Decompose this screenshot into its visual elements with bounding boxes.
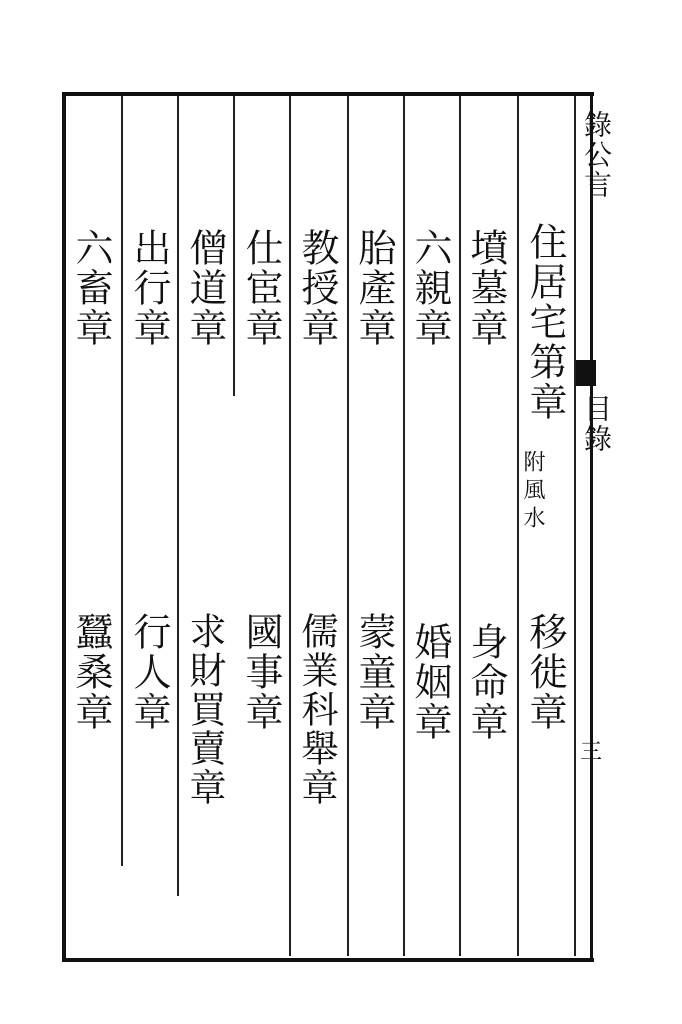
fishtail-mark [576, 360, 596, 386]
column-rule [289, 96, 291, 956]
entry-top: 住居宅第章 [523, 222, 567, 422]
column-rule [177, 96, 179, 896]
entry-bottom: 儒業科舉章 [295, 612, 338, 807]
entry-bottom: 國事章 [239, 612, 283, 732]
column-rule [574, 96, 576, 956]
entry-note: 附風水 [520, 450, 545, 534]
entry-bottom: 行人章 [127, 612, 171, 732]
margin-title: 錄公言 [580, 110, 613, 200]
entry-top: 胎產章 [352, 228, 396, 348]
entry-bottom: 移徙章 [523, 612, 567, 732]
column-rule [459, 96, 461, 956]
entry-top: 教授章 [295, 228, 339, 348]
entry-top: 墳墓章 [464, 228, 508, 348]
frame-top-border [62, 92, 594, 96]
entry-top: 仕宦章 [239, 228, 283, 348]
entry-top: 六畜章 [69, 228, 113, 348]
entry-bottom: 身命章 [464, 622, 508, 742]
entry-bottom: 求財買賣章 [183, 612, 226, 807]
column-rule [233, 96, 235, 396]
column-rule [403, 96, 405, 956]
entry-top: 僧道章 [183, 228, 227, 348]
entry-bottom: 婚姻章 [408, 622, 452, 742]
column-rule [121, 96, 123, 866]
frame-bottom-border [62, 958, 594, 962]
column-rule [347, 96, 349, 956]
entry-bottom: 蒙童章 [352, 612, 396, 732]
frame-left-border [62, 92, 66, 962]
entry-bottom: 蠶桑章 [69, 612, 113, 732]
entry-top: 出行章 [127, 228, 171, 348]
column-rule [517, 96, 519, 956]
entry-top: 六親章 [408, 228, 452, 348]
frame-right-border [590, 92, 593, 962]
page-number: 三 [580, 740, 603, 765]
fishtail-label: 目錄 [580, 394, 613, 454]
